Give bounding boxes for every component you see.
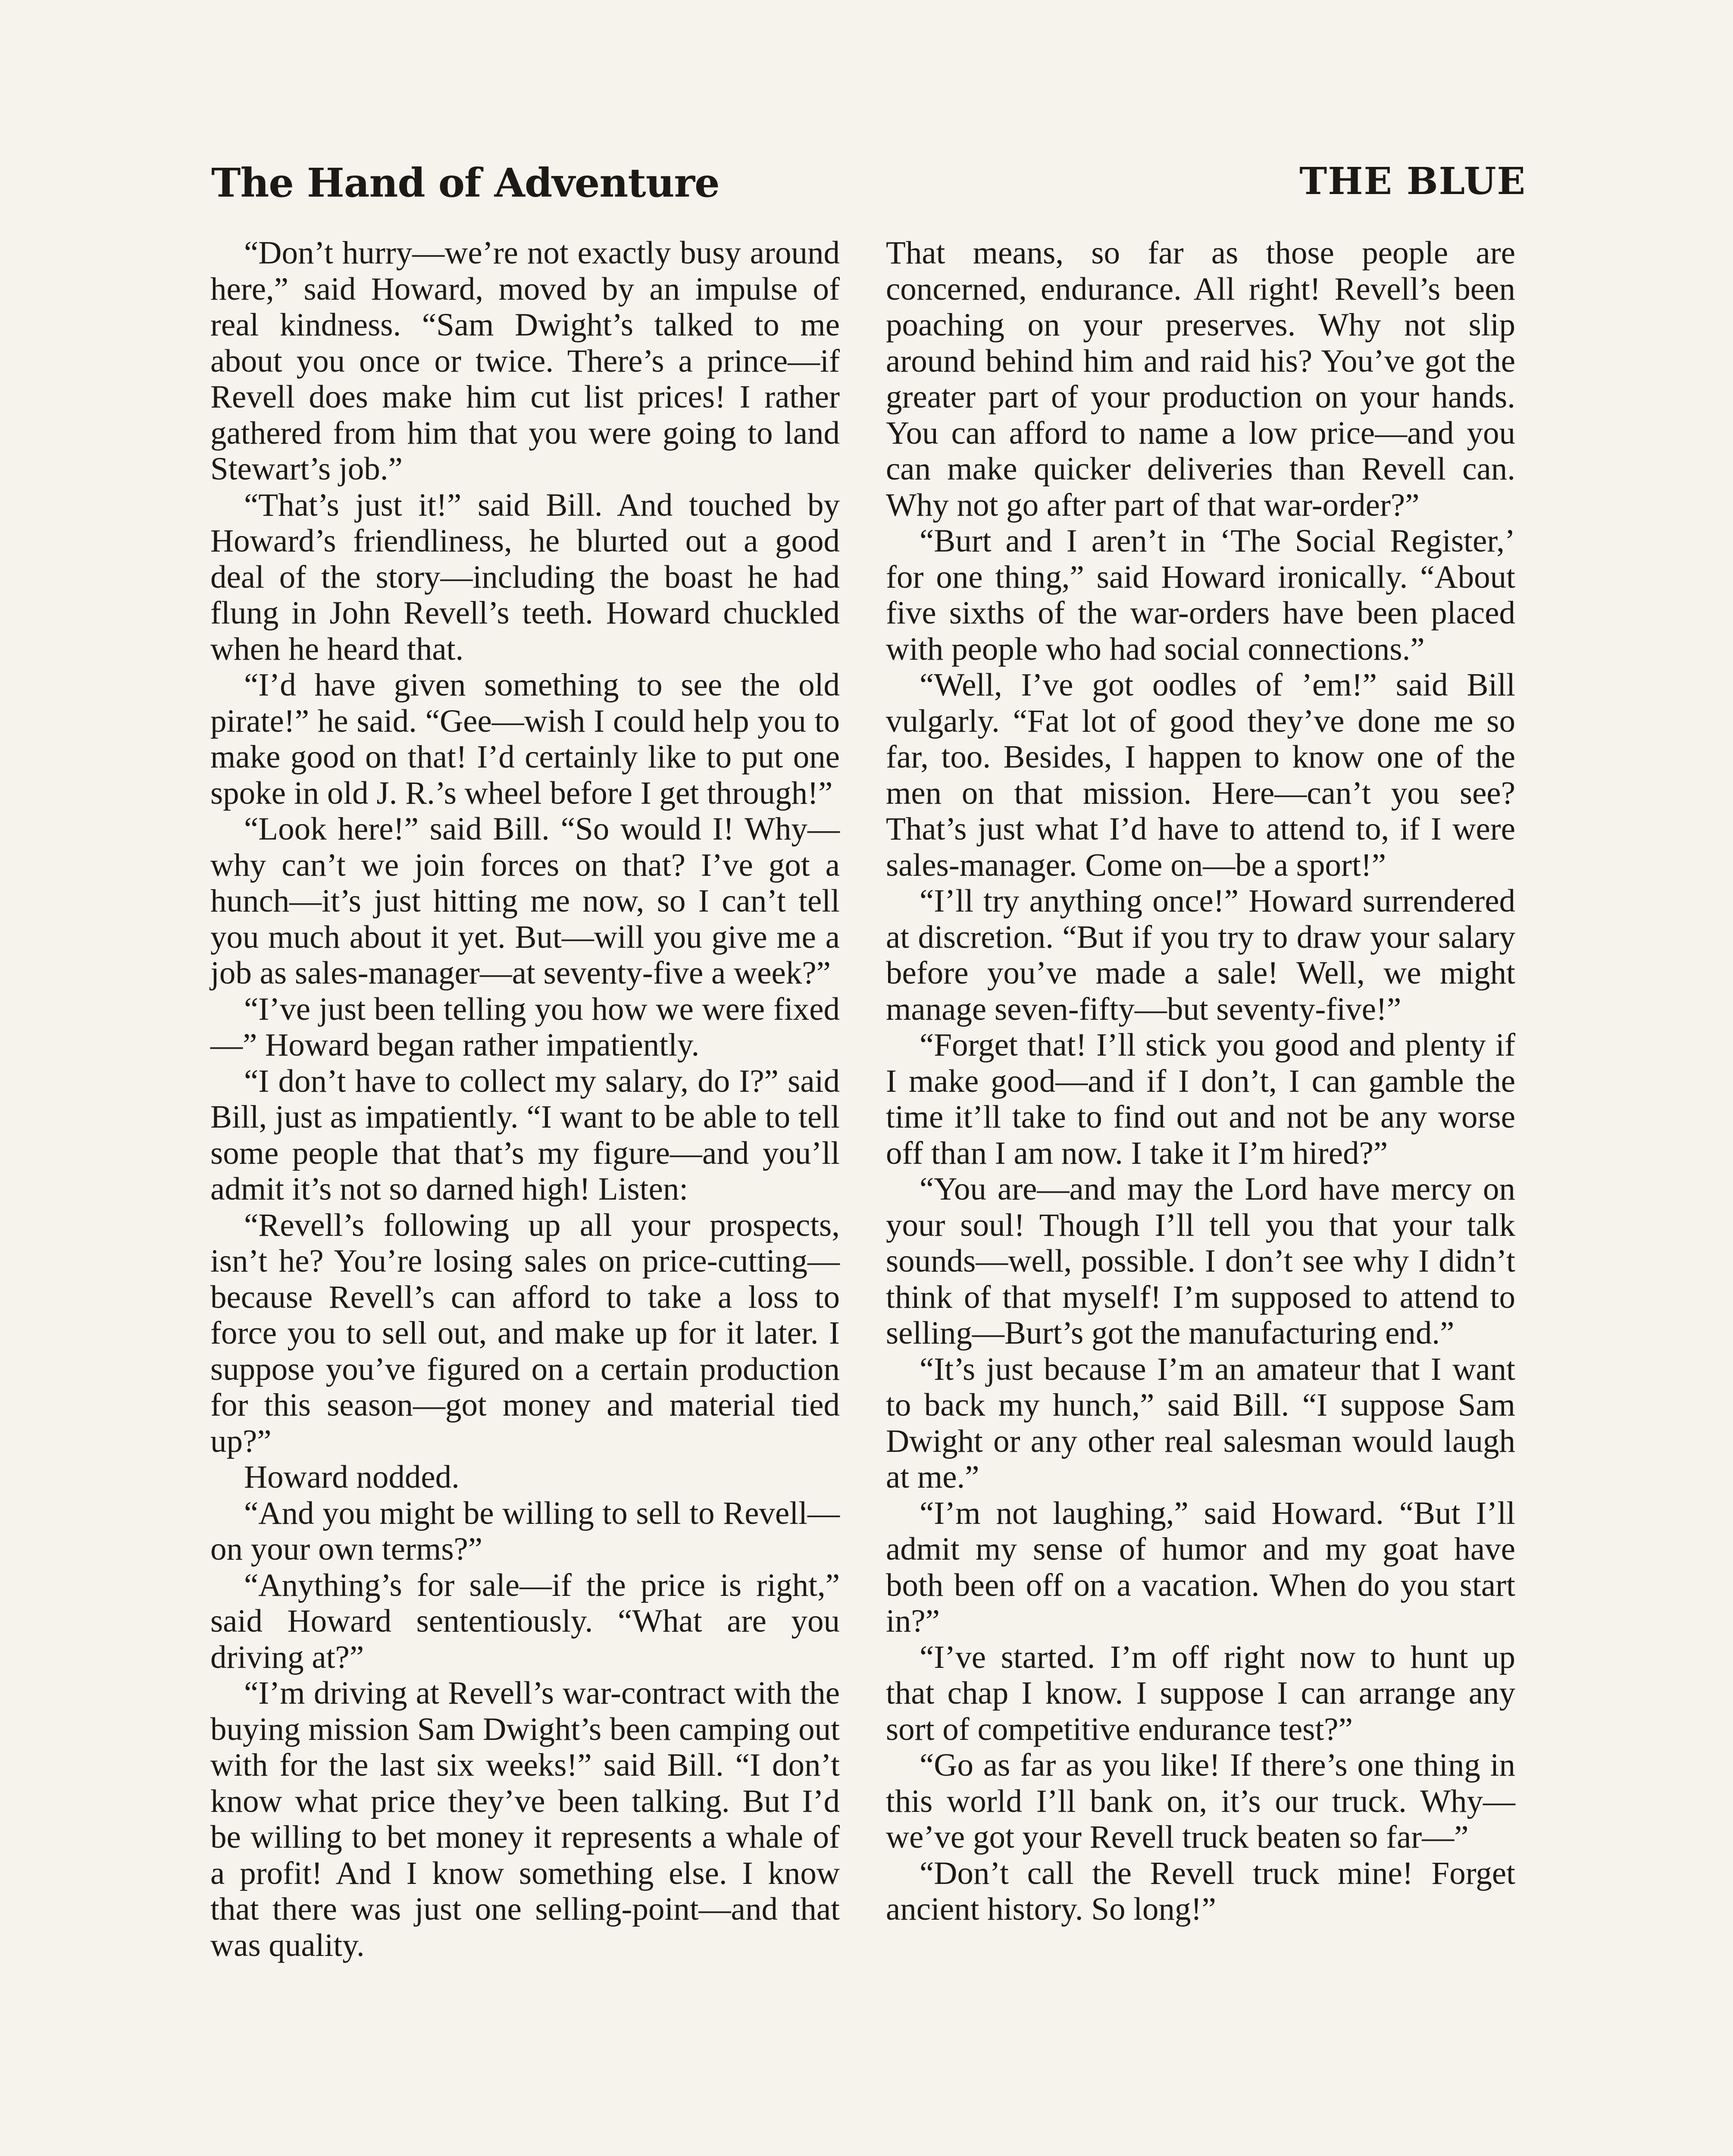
paragraph: “Don’t hurry—we’re not exactly busy around here,” said Howard, moved by an impulse of real kindness. “Sam Dwight’s talked to me about you once or twice. There’s a prince—if Revell does make him cut list prices! I rather gathered from him that you were going to land Stewart’s job.” <box>210 235 840 487</box>
right-column <box>886 235 1515 2156</box>
story-title: The Hand of Adventure <box>211 160 719 206</box>
running-head <box>211 160 1526 216</box>
paragraph: “I don’t have to collect my salary, do I?” said Bill, just as impatiently. “I want to be able to tell some people that that’s my figure—and you’ll admit it’s not so darned high! Listen: <box>210 1063 840 1207</box>
paragraph: “I’ve started. I’m off right now to hunt up that chap I know. I suppose I can arrange any sort of competitive endurance test?” <box>886 1639 1515 1747</box>
paragraph: “I’ll try anything once!” Howard surrendered at discretion. “But if you try to draw your salary before you’ve made a sale! Well, we might manage seven-fifty—but seventy-five!” <box>886 883 1515 1027</box>
paragraph: That means, so far as those people are concerned, endurance. All right! Revell’s been poaching on your preserves. Why not slip around behind him and raid his? You’ve got the greater part of your production on your hands. You can afford to name a low price—and you can make quicker deliveries than Revell can. Why not go after part of that war-order?” <box>886 235 1515 523</box>
paragraph: “Burt and I aren’t in ‘The Social Register,’ for one thing,” said Howard ironically. “About five sixths of the war-orders have been placed with people who had social connections.” <box>886 523 1515 667</box>
paragraph: “It’s just because I’m an amateur that I want to back my hunch,” said Bill. “I suppose Sam Dwight or any other real salesman would laugh at me.” <box>886 1351 1515 1495</box>
paragraph: “Go as far as you like! If there’s one thing in this world I’ll bank on, it’s our truck. Why—we’ve got your Revell truck beaten so far—” <box>886 1747 1515 1855</box>
paragraph: “Revell’s following up all your prospects, isn’t he? You’re losing sales on price-cutting—because Revell’s can afford to take a loss to force you to sell out, and make up for it later. I suppose you’ve figured on a certain production for this season—got money and material tied up?” <box>210 1207 840 1459</box>
paragraph: “You are—and may the Lord have mercy on your soul! Though I’ll tell you that your talk sounds—well, possible. I don’t see why I didn’t think of that myself! I’m supposed to attend to selling—Burt’s got the manufacturing end.” <box>886 1171 1515 1351</box>
left-column <box>210 235 840 2156</box>
paragraph: “Well, I’ve got oodles of ’em!” said Bill vulgarly. “Fat lot of good they’ve done me so far, too. Besides, I happen to know one of the men on that mission. Here—can’t you see? That’s just what I’d have to attend to, if I were sales-manager. Come on—be a sport!” <box>886 667 1515 883</box>
magazine-title: THE BLUE <box>1299 160 1526 203</box>
paragraph: “And you might be willing to sell to Revell—on your own terms?” <box>210 1495 840 1567</box>
paragraph: “Forget that! I’ll stick you good and plenty if I make good—and if I don’t, I can gamble the time it’ll take to find out and not be any worse off than I am now. I take it I’m hired?” <box>886 1027 1515 1171</box>
paragraph: “Don’t call the Revell truck mine! Forget ancient history. So long!” <box>886 1855 1515 1927</box>
paragraph: “Anything’s for sale—if the price is right,” said Howard sententiously. “What are you driving at?” <box>210 1567 840 1675</box>
paragraph: “Look here!” said Bill. “So would I! Why—why can’t we join forces on that? I’ve got a hunch—it’s just hitting me now, so I can’t tell you much about it yet. But—will you give me a job as sales-manager—at seventy-five a week?” <box>210 811 840 991</box>
paragraph: “I’m driving at Revell’s war-contract with the buying mission Sam Dwight’s been camping out with for the last six weeks!” said Bill. “I don’t know what price they’ve been talking. But I’d be willing to bet money it represents a whale of a profit! And I know something else. I know that there was just one selling-point—and that was quality. <box>210 1675 840 1963</box>
paragraph: “I’m not laughing,” said Howard. “But I’ll admit my sense of humor and my goat have both been off on a vacation. When do you start in?” <box>886 1495 1515 1639</box>
paragraph: “That’s just it!” said Bill. And touched by Howard’s friendliness, he blurted out a good deal of the story—including the boast he had flung in John Revell’s teeth. Howard chuckled when he heard that. <box>210 487 840 667</box>
paragraph: Howard nodded. <box>244 1459 460 1495</box>
paragraph: “I’ve just been telling you how we were fixed—” Howard began rather impatiently. <box>210 991 840 1063</box>
paragraph: “I’d have given something to see the old pirate!” he said. “Gee—wish I could help you to make good on that! I’d certainly like to put one spoke in old J. R.’s wheel before I get through!” <box>210 667 840 811</box>
